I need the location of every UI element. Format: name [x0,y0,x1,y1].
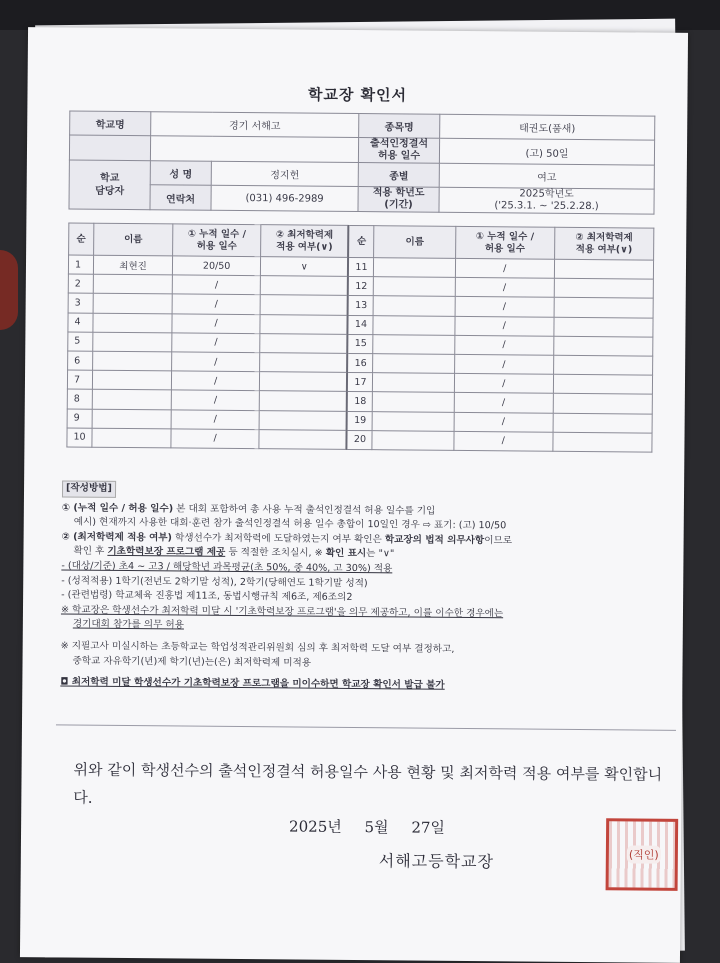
roster-name [373,334,455,354]
roster-num: 1 [68,255,93,274]
roster-days: / [172,313,260,333]
roster-min [260,314,348,334]
roster-min [553,336,652,356]
roster-name [373,315,455,335]
roster-num: 14 [348,315,374,334]
roster-num: 5 [68,332,93,351]
roster-name [373,354,455,374]
col-min-right: ② 최저학력제 적용 여부(∨) [554,227,654,260]
school-value: 경기 서해고 [151,112,359,138]
guide-text: 확인 후 [73,545,108,558]
roster-num: 6 [68,351,93,370]
roster-name: 최현진 [93,255,173,275]
roster-min [554,278,653,298]
roster-name [93,332,173,352]
roster-min [554,317,653,337]
roster-body [67,255,654,452]
guide-line: ※ 지필고사 미실시하는 초등학교는 학업성적관리위원회 심의 후 최저학력 도달 여부 결정하고, [60,640,455,655]
guide-text: ② (최저학력제 적용 여부) [61,531,172,544]
roster-name [92,390,172,410]
school-value-cont [150,136,358,163]
roster-num: 16 [348,353,374,372]
roster-num: 12 [348,277,374,296]
roster-num: 17 [347,373,373,392]
roster-days: / [454,335,553,355]
guide-line: 예시) 현재까지 사용한 대회·훈련 참가 출석인정결석 허용 일수 총합이 10일인 경우 ⇨ 표기: (고) 10/50 [73,516,507,532]
roster-name [372,430,454,450]
roster-days: / [454,373,553,393]
col-days-left: ① 누적 일수 / 허용 일수 [173,224,261,257]
phone-label: 연락처 [150,185,211,211]
guide-line: ◘ 최저학력 미달 학생선수가 기초학력보장 프로그램을 미이수하면 학교장 확인서 발급 불가 [60,676,445,691]
roster-min: ∨ [260,257,348,277]
roster-num: 18 [347,392,373,411]
roster-num: 13 [348,296,374,315]
roster-num: 7 [67,370,92,389]
seal-label: (직인) [627,845,661,863]
roster-name [372,411,454,431]
roster-days: / [171,409,259,429]
roster-name [373,392,455,412]
roster-days: / [172,371,260,391]
roster-min [259,372,347,392]
guide-text: 학교장의 법적 의무사항 [384,534,485,546]
roster-min [553,394,652,414]
roster-days: / [454,412,553,432]
roster-min [259,429,347,449]
school-label-cont [69,135,150,161]
roster-days: / [454,354,553,374]
roster-num: 4 [68,313,93,332]
roster-num: 11 [348,257,374,276]
guide-line: ※ 학교장은 학생선수가 최저학력 미달 시 '기초학력보장 프로그램'을 의무 제공하고, 이를 이수한 경우에는 [60,604,504,620]
contact-label: 학교 담당자 [69,160,150,210]
roster-min [554,298,653,318]
name-value: 정지헌 [211,161,358,186]
guide-text: 본 대회 포함하여 총 사용 누적 출석인정결석 허용 일수를 기입 [173,503,436,517]
roster-days: / [172,352,260,372]
roster-min [553,413,652,433]
roster-min [259,410,347,430]
roster-days: / [172,390,260,410]
document-sheet [20,27,688,963]
roster-days: / [454,431,553,451]
col-min-left: ② 최저학력제 적용 여부(∨) [261,225,349,258]
roster-table [66,222,654,452]
official-seal-icon [606,818,679,891]
guide-text: ① (누적 일수 / 허용 일수) [61,502,174,515]
roster-min [553,432,652,452]
roster-name [93,274,173,294]
roster-days: / [454,393,553,413]
roster-name [373,296,455,316]
col-num-right: 순 [349,225,375,257]
col-name-right: 이름 [374,226,456,259]
roster-min [260,353,348,373]
roster-name [93,294,173,314]
roster-num: 15 [348,334,374,353]
guide-text: 기초학력보장 프로그램 제공 [107,546,226,559]
year-period: ('25.3.1. ~ '25.2.28.) [494,200,599,213]
writing-guide [60,480,652,695]
roster-days: / [455,316,554,336]
roster-days: / [455,278,554,298]
phone-value: (031) 496-2989 [211,185,358,211]
roster-name [92,409,172,429]
roster-row [67,428,652,452]
guide-text: 학생선수가 최저학력에 도달하였는지 여부 확인은 [171,532,385,546]
col-name-left: 이름 [93,223,173,256]
roster-num: 10 [67,428,92,447]
school-label: 학교명 [70,111,151,136]
guide-line: - (관련법령) 학교체육 진흥법 제11조, 동법시행규칙 제6조, 제6조의2 [61,589,353,604]
roster-name [93,313,173,333]
info-table [68,111,655,215]
roster-days: / [172,294,260,314]
year-value: 2025학년도 [519,188,574,200]
guide-line: - (성적적용) 1학기(전년도 2학기말 성적), 2학기(당해연도 1학기말 성적) [61,575,368,589]
roster-num: 19 [347,411,373,430]
guide-text: 확인 표시 [325,548,367,560]
guide-section-title: [작성방법] [62,480,116,497]
roster-name [92,370,172,390]
gender-value: 여고 [439,163,654,189]
guide-text: 등 적절한 조치실시, ※ [225,547,326,560]
document-title: 학교장 확인서 [307,85,408,105]
background-object [0,250,18,330]
roster-num: 20 [347,430,373,449]
roster-min [553,355,652,375]
year-cell [439,187,654,214]
roster-days: / [455,297,554,317]
roster-name [92,351,172,371]
roster-name [374,277,456,297]
roster-days: 20/50 [173,256,261,276]
roster-num: 8 [67,389,92,408]
gender-label: 종별 [358,163,439,188]
col-days-right: ① 누적 일수 / 허용 일수 [455,226,554,259]
roster-num: 2 [68,274,93,293]
roster-header-row [69,223,654,260]
name-label: 성 명 [150,161,211,186]
col-num-left: 순 [69,223,94,255]
roster-name [374,258,456,278]
year-label: 적용 학년도 (기간) [358,187,439,213]
guide-text: 이므로 [484,534,513,547]
roster-num: 9 [67,408,92,427]
roster-min [259,391,347,411]
sport-value: 태권도(품새) [440,114,655,140]
roster-days: / [171,429,259,449]
allowed-label: 출석인정결석 허용 일수 [358,138,439,164]
roster-min [553,374,652,394]
divider [56,724,676,730]
date-year: 2025년 [289,817,342,836]
allowed-value: (고) 50일 [439,138,654,165]
roster-name [92,428,172,448]
roster-name [373,373,455,393]
date-month: 5월 [364,818,389,837]
roster-min [260,333,348,353]
date-day: 27일 [411,818,446,837]
confirmation-text: 위와 같이 학생선수의 출석인정결석 허용일수 사용 현황 및 최저학력 적용 여부를 확인합니다. [73,760,663,807]
roster-days: / [455,258,554,278]
issue-date [289,815,463,838]
roster-num: 3 [68,293,93,312]
roster-min [260,276,348,296]
guide-line: 중학교 자유학기(년)제 학기(년)는(은) 최저학력제 미적용 [72,655,312,669]
roster-days: / [173,275,261,295]
sport-label: 종목명 [359,114,440,139]
guide-line: - (대상/기준) 초4 ~ 고3 / 해당학년 과목평균(초 50%, 중 40%, 고 30%) 적용 [61,560,393,575]
guide-line: 경기대회 참가를 의무 허용 [72,618,184,631]
roster-days: / [172,333,260,353]
guide-text: 는 "∨" [366,548,395,560]
signer-name: 서해고등학교장 [378,851,495,872]
roster-min [260,295,348,315]
roster-min [554,259,653,279]
